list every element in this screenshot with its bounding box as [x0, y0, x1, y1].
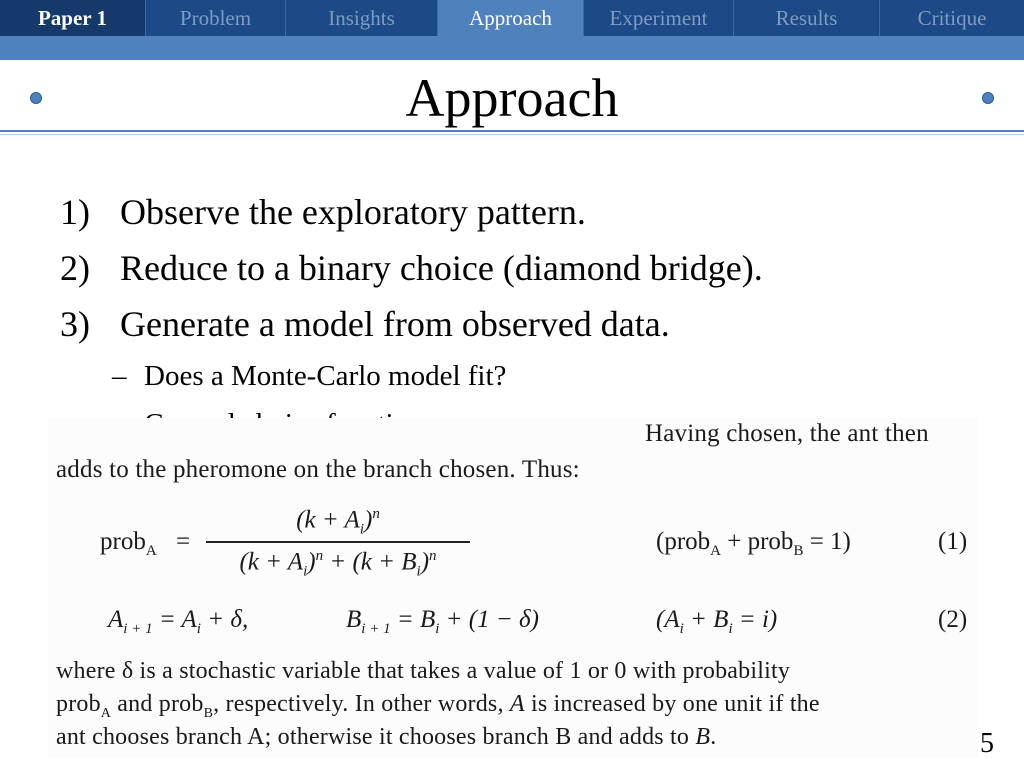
list-item-number: 2) — [60, 248, 90, 288]
title-divider-thin — [0, 134, 1024, 135]
list-item-text: Observe the exploratory pattern. — [120, 192, 586, 232]
nav-tab-approach[interactable]: Approach — [438, 0, 584, 36]
eq2-condition: $(A_i + B_i = i)$ — [656, 606, 778, 637]
title-divider — [0, 130, 1024, 132]
list-item — [60, 240, 763, 296]
eq1-denominator: $(k + A_i)^n + (k + B_i)^n$ — [239, 548, 437, 580]
excerpt-paragraph-line-3: ant chooses branch A; otherwise it chooses branch B and adds to B. — [56, 724, 717, 750]
eq1-numerator: $(k + A_i)^n$ — [296, 506, 380, 538]
list-item-text: Reduce to a binary choice (diamond bridge). — [120, 248, 763, 288]
list-item-number: 1) — [60, 192, 90, 232]
sub-item-dash: – — [112, 360, 127, 392]
section-nav — [0, 0, 1024, 36]
right-bullet-dot — [982, 92, 994, 104]
excerpt-paragraph-line-2: prob$_A$ and prob$_B$, respectively. In other words, A is increased by one unit if the — [56, 691, 820, 721]
slide-title: Approach — [405, 68, 619, 128]
nav-tab-critique[interactable]: Critique — [917, 6, 987, 30]
nav-subbar — [0, 36, 1024, 60]
eq1-lhs: prob$_A$ — [100, 528, 157, 559]
eq2-a: $A_{i + 1} = A_i + \delta$, — [108, 606, 249, 637]
page-number: 5 — [980, 728, 994, 759]
excerpt-line-1: Having chosen, the ant then — [645, 420, 929, 447]
eq2-b: $B_{i + 1} = B_i + (1 - \delta)$ — [346, 606, 539, 637]
list-item — [60, 296, 763, 352]
eq2-number: (2) — [938, 606, 968, 633]
list-item — [60, 184, 763, 240]
eq1-number: (1) — [938, 528, 968, 555]
sub-list-item — [60, 352, 763, 400]
nav-tab-paper-1[interactable]: Paper 1 — [0, 0, 146, 36]
excerpt-paragraph-line-1: where δ is a stochastic variable that takes a value of 1 or 0 with probability — [56, 658, 791, 684]
paper-excerpt-image — [48, 418, 978, 758]
nav-tab-experiment[interactable]: Experiment — [584, 0, 734, 36]
excerpt-line-2: adds to the pheromone on the branch chosen. Thus: — [56, 456, 580, 483]
list-item-text: Generate a model from observed data. — [120, 304, 670, 344]
nav-tab-insights[interactable]: Insights — [286, 0, 438, 36]
nav-tab-results[interactable]: Results — [734, 0, 880, 36]
approach-list — [60, 184, 763, 448]
sub-item-text: Does a Monte-Carlo model fit? — [144, 360, 507, 392]
eq1-equals: = — [176, 528, 191, 555]
eq1-fraction-bar — [206, 541, 470, 543]
list-item-number: 3) — [60, 304, 90, 344]
eq1-condition: (prob$_A$ + prob$_B$ = 1) — [656, 528, 851, 559]
nav-tab-problem[interactable]: Problem — [146, 0, 286, 36]
